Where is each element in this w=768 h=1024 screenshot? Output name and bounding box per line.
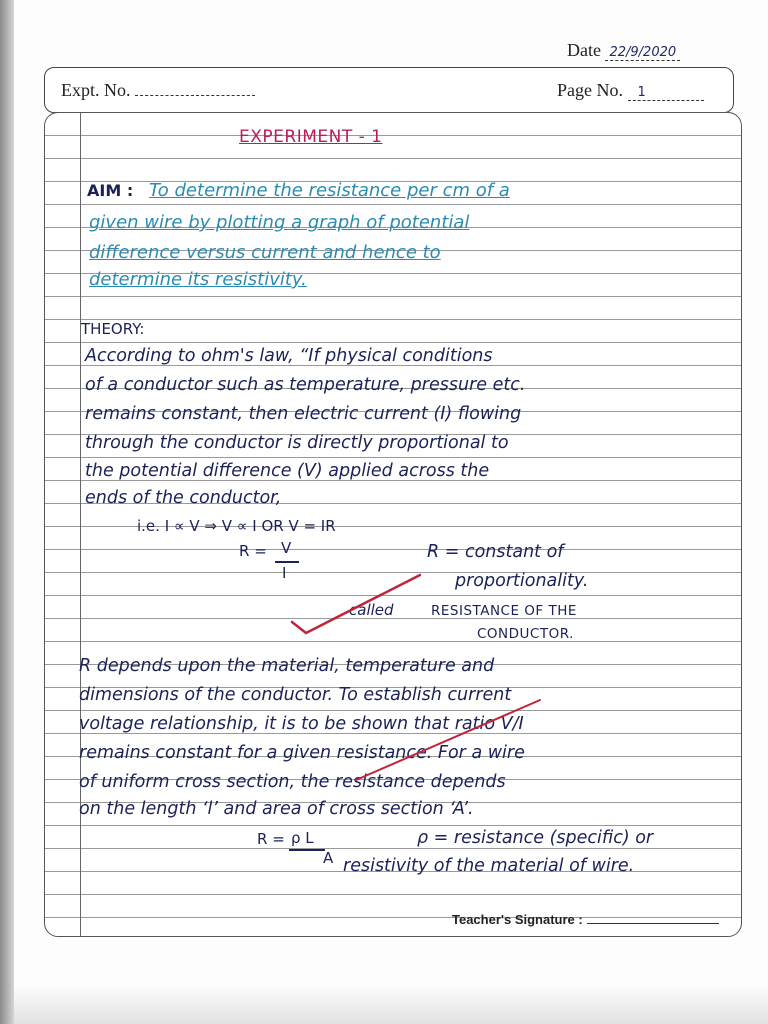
aim-line-4: determine its resistivity. [89,269,307,290]
expt-no-label: Expt. No. [61,80,131,100]
rho-denominator: A [323,849,334,867]
rho-desc-1: ρ = resistance (specific) or [417,828,654,848]
date-label: Date [567,40,601,60]
page-no-label: Page No. [557,80,623,100]
rho-r-equals: R = [257,830,285,848]
theory2-line-3: voltage relationship, it is to be shown that ratio V/I [79,714,524,734]
theory2-line-2: dimensions of the conductor. To establish current [79,685,512,705]
aim-line-1: To determine the resistance per cm of a [149,180,510,201]
theory-line-4: through the conductor is directly proportional to [85,433,509,453]
rho-desc-2: resistivity of the material of wire. [343,856,635,876]
aim-line-3: difference versus current and hence to [89,242,441,263]
rho-numerator: ρ L [291,829,314,847]
r-denominator: I [282,564,287,582]
page-no-value: 1 [628,85,704,101]
theory2-line-5: of uniform cross section, the resistance depends [79,772,506,792]
r-equals: R = [239,542,267,560]
r-desc-2: proportionality. [455,571,589,591]
date-value: 22/9/2020 [605,45,680,61]
theory-label: THEORY: [81,320,145,338]
check-mark-1 [292,575,420,633]
teacher-signature [452,912,719,927]
r-desc-1: R = constant of [427,542,564,562]
teacher-signature-label: Teacher's Signature : [452,912,583,927]
signature-blank [587,923,719,924]
theory2-line-1: R depends upon the material, temperature and [79,656,495,676]
theory-line-5: the potential difference (V) applied across the [85,461,490,481]
theory-line-1: According to ohm's law, “If physical conditions [85,346,493,366]
called-word: called [349,601,394,619]
theory-line-3: remains constant, then electric current (I) flowing [85,404,522,424]
experiment-title: EXPERIMENT - 1 [239,127,383,147]
conductor-word: CONDUCTOR. [477,626,574,642]
aim-line-2: given wire by plotting a graph of potential [89,212,470,233]
theory-line-6: ends of the conductor, [85,488,282,508]
r-numerator: V [281,539,292,557]
theory2-line-4: remains constant for a given resistance. For a wire [79,743,525,763]
theory-line-2: of a conductor such as temperature, pressure etc. [85,375,526,395]
aim-label: AIM : [87,181,134,200]
resistance-of-the: RESISTANCE OF THE [431,603,577,619]
ohm-relation: i.e. I ∝ V ⇒ V ∝ I OR V = IR [137,517,336,535]
theory2-line-6: on the length ‘l’ and area of cross section ‘A’. [79,799,474,819]
check-mark-2 [356,700,540,780]
